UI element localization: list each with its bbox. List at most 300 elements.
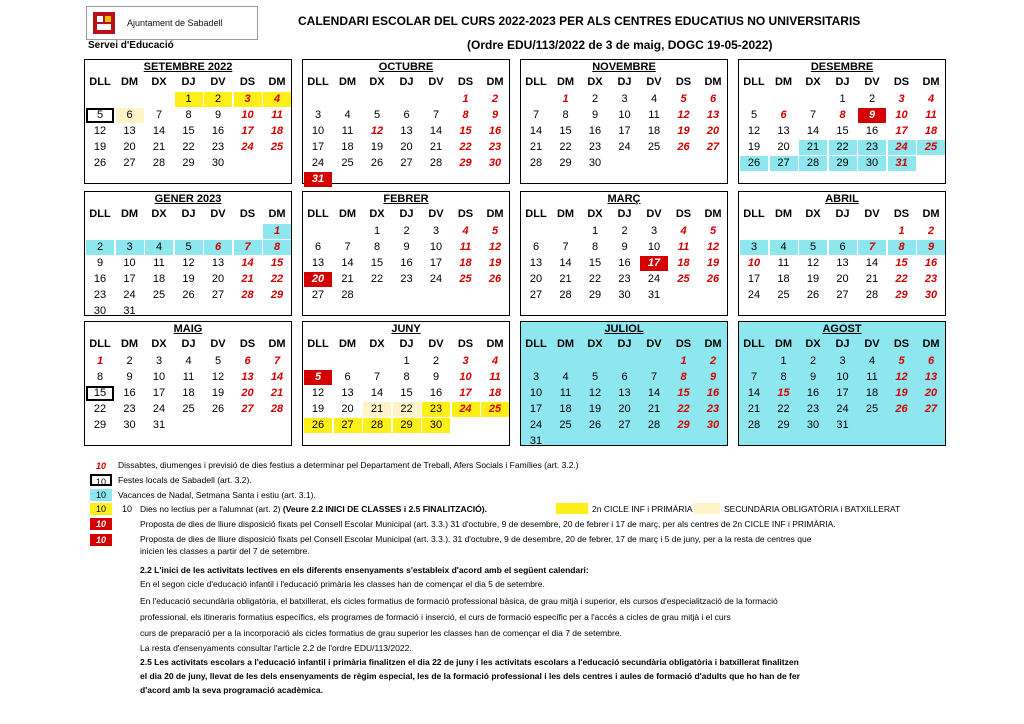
day-cell: 29 — [93, 419, 107, 431]
day-cell: 19 — [806, 273, 820, 285]
legend-secondary-text: SECUNDÀRIA OBLIGATÒRIA i BATXILLERAT — [724, 504, 901, 514]
weekday-header: DLL — [89, 76, 111, 88]
day-cell: 11 — [559, 387, 572, 399]
month-març — [520, 191, 728, 316]
day-cell: 4 — [680, 225, 687, 237]
day-cell: 30 — [93, 305, 107, 317]
day-cell: 21 — [270, 387, 284, 399]
day-cell: 27 — [334, 418, 362, 433]
day-cell: 14 — [559, 257, 572, 269]
day-cell: 27 — [529, 289, 543, 301]
month-juliol — [520, 321, 728, 446]
sabadell-crest-icon — [91, 10, 117, 36]
day-cell: 30 — [123, 419, 136, 431]
day-cell: 12 — [370, 125, 384, 137]
day-cell: 20 — [304, 272, 332, 287]
weekday-header: DV — [210, 76, 226, 88]
day-cell: 8 — [96, 371, 104, 383]
day-cell: 14 — [429, 125, 443, 137]
day-cell: 14 — [647, 387, 661, 399]
day-cell: 19 — [895, 387, 908, 399]
day-cell: 12 — [311, 387, 325, 399]
day-cell: 25 — [459, 273, 472, 285]
day-cell: 23 — [618, 273, 631, 285]
day-cell: 26 — [93, 157, 107, 169]
day-cell: 2 — [204, 92, 232, 107]
weekday-header: DJ — [617, 76, 632, 88]
legend-weekend-text: Dissabtes, diumenges i previsió de dies festius a determinar pel Departament de Treball, Afers Socials i Famílies (art. 3.2.) — [118, 460, 579, 470]
day-cell: 18 — [865, 387, 879, 399]
day-cell: 1 — [373, 225, 381, 237]
legend-local-text: Festes locals de Sabadell (art. 3.2). — [118, 475, 252, 485]
day-cell: 1 — [403, 355, 410, 367]
day-cell: 2 — [432, 355, 440, 367]
legend-cream-bar — [694, 503, 720, 514]
day-cell: 25 — [182, 403, 195, 415]
day-cell: 15 — [370, 257, 384, 269]
day-cell: 5 — [898, 355, 905, 367]
weekday-header: DM — [556, 338, 575, 350]
month-novembre — [520, 59, 728, 184]
day-cell: 20 — [400, 141, 413, 153]
day-cell: 13 — [777, 125, 790, 137]
day-cell: 5 — [175, 240, 203, 255]
day-cell: 10 — [311, 125, 325, 137]
weekday-header: DS — [457, 76, 474, 88]
day-cell: 11 — [182, 371, 195, 383]
day-cell: 11 — [866, 371, 878, 383]
day-cell: 13 — [400, 125, 413, 137]
day-cell: 1 — [96, 355, 104, 367]
day-cell: 24 — [747, 289, 761, 301]
day-cell: 26 — [895, 403, 908, 415]
day-cell: 17 — [241, 125, 254, 137]
day-cell: 8 — [185, 109, 192, 121]
day-cell: 17 — [529, 403, 543, 415]
day-cell: 15 — [588, 257, 602, 269]
note-2-2-p3: professional, els itineraris formatius específics, els programes de formació i inserció, el curs de formació específic per a l'accés a cicles de grau mitjà i el curs — [140, 612, 731, 622]
day-cell: 20 — [241, 387, 254, 399]
weekday-header: DS — [457, 208, 474, 220]
day-cell: 26 — [588, 419, 602, 431]
day-cell: 16 — [400, 257, 413, 269]
day-cell: 11 — [459, 241, 472, 253]
day-cell: 1 — [175, 92, 203, 107]
weekday-header: DM — [922, 338, 940, 350]
day-cell: 21 — [747, 403, 761, 415]
day-cell: 8 — [680, 371, 687, 383]
month-octubre — [302, 59, 510, 184]
day-cell: 4 — [145, 240, 173, 255]
day-cell: 9 — [214, 109, 222, 121]
month-agost — [738, 321, 946, 446]
day-cell: 30 — [858, 156, 886, 171]
weekday-header: DM — [556, 208, 575, 220]
day-cell: 18 — [459, 257, 472, 269]
day-cell: 28 — [363, 418, 391, 433]
day-cell: 7 — [155, 109, 163, 121]
day-cell: 16 — [429, 387, 443, 399]
day-cell: 21 — [341, 273, 354, 285]
day-cell: 8 — [403, 371, 410, 383]
day-cell: 19 — [93, 141, 107, 153]
day-cell: 28 — [559, 289, 572, 301]
month-name: JUNY — [391, 323, 421, 335]
day-cell: 28 — [429, 157, 443, 169]
day-cell: 9 — [126, 371, 133, 383]
month-name: ABRIL — [825, 193, 859, 205]
month-name: OCTUBRE — [378, 61, 434, 73]
day-cell: 24 — [152, 403, 166, 415]
day-cell: 15 — [677, 387, 690, 399]
day-cell: 25 — [647, 141, 661, 153]
weekday-header: DM — [704, 76, 722, 88]
day-cell: 16 — [123, 387, 136, 399]
weekday-header: DS — [675, 338, 692, 350]
day-cell: 23 — [93, 289, 107, 301]
weekday-header: DX — [587, 208, 603, 220]
day-cell: 14 — [152, 125, 166, 137]
day-cell: 6 — [244, 355, 251, 367]
day-cell: 20 — [836, 273, 849, 285]
legend-swatch-nonteaching: 10 — [90, 503, 112, 515]
day-cell: 5 — [373, 109, 381, 121]
weekday-header: DX — [369, 338, 385, 350]
day-cell: 17 — [152, 387, 166, 399]
day-cell: 27 — [618, 419, 631, 431]
day-cell: 19 — [677, 125, 690, 137]
day-cell: 27 — [836, 289, 849, 301]
legend-yellow-bar — [556, 503, 588, 514]
day-cell: 5 — [709, 225, 717, 237]
day-cell: 9 — [858, 108, 886, 123]
day-cell: 5 — [491, 225, 499, 237]
day-cell: 16 — [865, 125, 879, 137]
day-cell: 23 — [588, 141, 602, 153]
legend-nonteaching-text — [140, 504, 487, 515]
day-cell: 7 — [344, 241, 351, 253]
day-cell: 9 — [432, 371, 440, 383]
day-cell: 17 — [123, 273, 136, 285]
month-name: DESEMBRE — [810, 61, 874, 73]
day-cell: 13 — [211, 257, 225, 269]
day-cell: 5 — [680, 93, 687, 105]
day-cell: 27 — [311, 289, 325, 301]
day-cell: 29 — [270, 289, 284, 301]
day-cell: 18 — [924, 125, 938, 137]
weekday-header: DV — [646, 76, 662, 88]
day-cell: 15 — [836, 125, 849, 137]
weekday-header: DV — [864, 76, 880, 88]
day-cell: 19 — [211, 387, 225, 399]
note-2-2-p2: En l'educació secundària obligatòria, el batxillerat, els cicles formatius de formació professional bàsica, de grau mitjà i superior, els cursos d'especialització de la formació — [140, 596, 778, 606]
weekday-header: DM — [704, 208, 722, 220]
weekday-header: DJ — [181, 208, 196, 220]
day-cell: 1 — [591, 225, 599, 237]
day-cell: 15 — [86, 386, 114, 401]
weekday-header: DLL — [525, 76, 547, 88]
weekday-header: DX — [151, 76, 167, 88]
day-cell: 30 — [422, 418, 450, 433]
day-cell: 17 — [747, 273, 761, 285]
day-cell: 8 — [780, 371, 787, 383]
day-cell: 13 — [529, 257, 543, 269]
day-cell: 22 — [182, 141, 195, 153]
day-cell: 24 — [429, 273, 443, 285]
weekday-header: DLL — [743, 338, 765, 350]
day-cell: 2 — [868, 93, 876, 105]
weekday-header: DJ — [399, 76, 414, 88]
day-cell: 22 — [270, 273, 284, 285]
weekday-header: DM — [774, 76, 793, 88]
day-cell: 7 — [562, 241, 569, 253]
day-cell: 21 — [152, 141, 166, 153]
day-cell: 2 — [126, 355, 133, 367]
day-cell: 16 — [706, 387, 720, 399]
legend-swatch-local: 10 — [90, 474, 112, 486]
day-cell: 27 — [706, 141, 720, 153]
weekday-header: DM — [120, 338, 139, 350]
weekday-header: DJ — [617, 338, 632, 350]
day-cell: 24 — [647, 273, 661, 285]
day-cell: 18 — [559, 403, 572, 415]
legend-free2-text-a: Proposta de dies de lliure disposició fixats pel Consell Escolar Municipal (art. 3.3.). 31 d'octubre, 9 de desembre, 20 de febrer, 17 de març i 5 de juny, per a la resta de centres que — [140, 534, 812, 544]
legend-free1-text: Proposta de dies de lliure disposició fixats pel Consell Escolar Municipal (art. 3.3.) 31 d'octubre, 9 de desembre, 20 de febrer i 17 de març, per als centres de 2n CICLE INF i PRIMÀRIA. — [140, 519, 836, 529]
day-cell: 3 — [839, 355, 846, 367]
note-2-5-c: d'acord amb la seva programació acadèmica. — [140, 685, 323, 695]
day-cell: 21 — [559, 273, 572, 285]
day-cell: 26 — [211, 403, 225, 415]
note-2-2-heading: 2.2 L'inici de les activitats lectives en els diferents ensenyaments s'estableix d'acord amb el següent calendari: — [140, 565, 589, 575]
day-cell: 16 — [924, 257, 938, 269]
day-cell: 8 — [839, 109, 846, 121]
day-cell: 16 — [211, 125, 225, 137]
day-cell: 19 — [370, 141, 384, 153]
day-cell: 31 — [647, 289, 661, 301]
day-cell: 28 — [647, 419, 661, 431]
day-cell: 17 — [895, 125, 908, 137]
day-cell: 26 — [182, 289, 195, 301]
day-cell: 26 — [706, 273, 720, 285]
day-cell: 22 — [829, 140, 857, 155]
day-cell: 17 — [618, 125, 631, 137]
day-cell: 7 — [432, 109, 440, 121]
day-cell: 4 — [185, 355, 192, 367]
day-cell: 27 — [770, 156, 798, 171]
day-cell: 24 — [529, 419, 543, 431]
day-cell: 20 — [341, 403, 354, 415]
day-cell: 4 — [650, 93, 658, 105]
day-cell: 16 — [488, 125, 502, 137]
day-cell: 31 — [304, 172, 332, 187]
month-febrer — [302, 191, 510, 316]
weekday-header: DV — [210, 208, 226, 220]
weekday-header: DJ — [181, 338, 196, 350]
day-cell: 3 — [740, 240, 768, 255]
day-cell: 10 — [123, 257, 136, 269]
day-cell: 12 — [677, 109, 690, 121]
day-cell: 7 — [273, 355, 281, 367]
day-cell: 10 — [429, 241, 443, 253]
day-cell: 28 — [241, 289, 254, 301]
weekday-header: DJ — [399, 208, 414, 220]
department-label: Servei d'Educació — [88, 40, 174, 51]
weekday-header: DM — [338, 338, 357, 350]
weekday-header: DJ — [181, 76, 196, 88]
day-cell: 20 — [777, 141, 790, 153]
day-cell: 26 — [488, 273, 502, 285]
day-cell: 28 — [529, 157, 543, 169]
weekday-header: DJ — [399, 338, 414, 350]
day-cell: 29 — [393, 418, 421, 433]
day-cell: 20 — [618, 403, 631, 415]
legend-nonteaching-b: (Veure 2.2 INICI DE CLASSES i 2.5 FINALITZACIÓ). — [282, 504, 487, 514]
day-cell: 18 — [488, 387, 502, 399]
day-cell: 11 — [648, 109, 660, 121]
day-cell: 11 — [677, 241, 690, 253]
month-name: SETEMBRE 2022 — [143, 61, 233, 73]
day-cell: 16 — [806, 387, 820, 399]
day-cell: 5 — [799, 240, 827, 255]
weekday-header: DV — [428, 208, 444, 220]
day-cell: 23 — [488, 141, 502, 153]
day-cell: 21 — [363, 402, 391, 417]
weekday-header: DLL — [743, 208, 765, 220]
day-cell: 31 — [529, 435, 543, 447]
day-cell: 4 — [462, 225, 469, 237]
day-cell: 17 — [836, 387, 849, 399]
weekday-header: DLL — [89, 338, 111, 350]
weekday-header: DLL — [525, 338, 547, 350]
day-cell: 25 — [270, 141, 284, 153]
day-cell: 2 — [621, 225, 628, 237]
legend-swatch-weekend: 10 — [95, 461, 106, 471]
day-cell: 15 — [559, 125, 572, 137]
day-cell: 25 — [559, 419, 572, 431]
weekday-header: DM — [486, 338, 504, 350]
weekday-header: DX — [151, 208, 167, 220]
day-cell: 13 — [618, 387, 631, 399]
day-cell: 1 — [680, 355, 687, 367]
day-cell: 8 — [462, 109, 469, 121]
day-cell: 16 — [588, 125, 602, 137]
day-cell: 7 — [532, 109, 540, 121]
day-cell: 7 — [650, 371, 658, 383]
day-cell: 27 — [241, 403, 254, 415]
weekday-header: DM — [338, 208, 357, 220]
weekday-header: DLL — [307, 208, 329, 220]
weekday-header: DV — [646, 208, 662, 220]
day-cell: 27 — [123, 157, 136, 169]
day-cell: 17 — [459, 387, 472, 399]
day-cell: 11 — [153, 257, 165, 269]
month-name: NOVEMBRE — [592, 61, 656, 73]
month-name: GENER 2023 — [154, 193, 222, 205]
day-cell: 24 — [888, 140, 916, 155]
day-cell: 25 — [152, 289, 166, 301]
day-cell: 24 — [241, 141, 254, 153]
day-cell: 15 — [270, 257, 284, 269]
logo — [86, 6, 258, 40]
weekday-header: DS — [893, 208, 910, 220]
day-cell: 14 — [270, 371, 284, 383]
day-cell: 22 — [677, 403, 690, 415]
day-cell: 26 — [677, 141, 690, 153]
month-abril — [738, 191, 946, 316]
legend-swatch-nonteaching-2: 10 — [121, 504, 132, 514]
day-cell: 1 — [839, 93, 846, 105]
weekday-header: DJ — [835, 208, 850, 220]
note-2-5-b: el dia 20 de juny, llevat de les dels ensenyaments de règim especial, les de la formació professional i les dels centres i aules de formació d'adults que ho han de fer — [140, 671, 800, 681]
day-cell: 5 — [86, 108, 114, 123]
day-cell: 3 — [155, 355, 163, 367]
day-cell: 5 — [750, 109, 758, 121]
day-cell: 22 — [895, 273, 908, 285]
day-cell: 19 — [488, 257, 502, 269]
weekday-header: DM — [556, 76, 575, 88]
day-cell: 28 — [341, 289, 354, 301]
weekday-header: DLL — [307, 76, 329, 88]
day-cell: 30 — [618, 289, 631, 301]
day-cell: 28 — [865, 289, 879, 301]
month-gener-2023 — [84, 191, 292, 316]
day-cell: 11 — [271, 109, 283, 121]
day-cell: 18 — [270, 125, 284, 137]
day-cell: 22 — [459, 141, 472, 153]
day-cell: 8 — [562, 109, 569, 121]
day-cell: 13 — [341, 387, 354, 399]
day-cell: 9 — [809, 371, 817, 383]
day-cell: 7 — [234, 240, 262, 255]
day-cell: 3 — [532, 371, 540, 383]
day-cell: 21 — [429, 141, 443, 153]
month-name: JULIOL — [604, 323, 644, 335]
day-cell: 6 — [204, 240, 232, 255]
day-cell: 26 — [806, 289, 820, 301]
day-cell: 12 — [806, 257, 820, 269]
day-cell: 22 — [777, 403, 790, 415]
month-name: MAIG — [173, 323, 203, 335]
day-cell: 2 — [809, 355, 817, 367]
day-cell: 11 — [341, 125, 354, 137]
day-cell: 2 — [491, 93, 499, 105]
day-cell: 28 — [270, 403, 284, 415]
legend-swatch-free1: 10 — [90, 518, 112, 530]
day-cell: 9 — [96, 257, 104, 269]
day-cell: 18 — [647, 125, 661, 137]
day-cell: 8 — [888, 240, 916, 255]
weekday-header: DM — [268, 208, 286, 220]
day-cell: 31 — [123, 305, 136, 317]
day-cell: 12 — [182, 257, 195, 269]
day-cell: 14 — [241, 257, 254, 269]
day-cell: 9 — [621, 241, 628, 253]
day-cell: 20 — [924, 387, 938, 399]
month-juny — [302, 321, 510, 446]
day-cell: 18 — [152, 273, 166, 285]
weekday-header: DM — [922, 76, 940, 88]
day-cell: 9 — [591, 109, 599, 121]
weekday-header: DV — [864, 208, 880, 220]
day-cell: 10 — [836, 371, 849, 383]
day-cell: 23 — [706, 403, 720, 415]
weekday-header: DX — [369, 76, 385, 88]
day-cell: 13 — [706, 109, 720, 121]
day-cell: 28 — [747, 419, 761, 431]
day-cell: 22 — [93, 403, 107, 415]
note-2-2-p1: En el segon cicle d'educació infantil i l'educació primària les classes han de començar el dia 5 de setembre. — [140, 579, 545, 589]
day-cell: 6 — [927, 355, 935, 367]
